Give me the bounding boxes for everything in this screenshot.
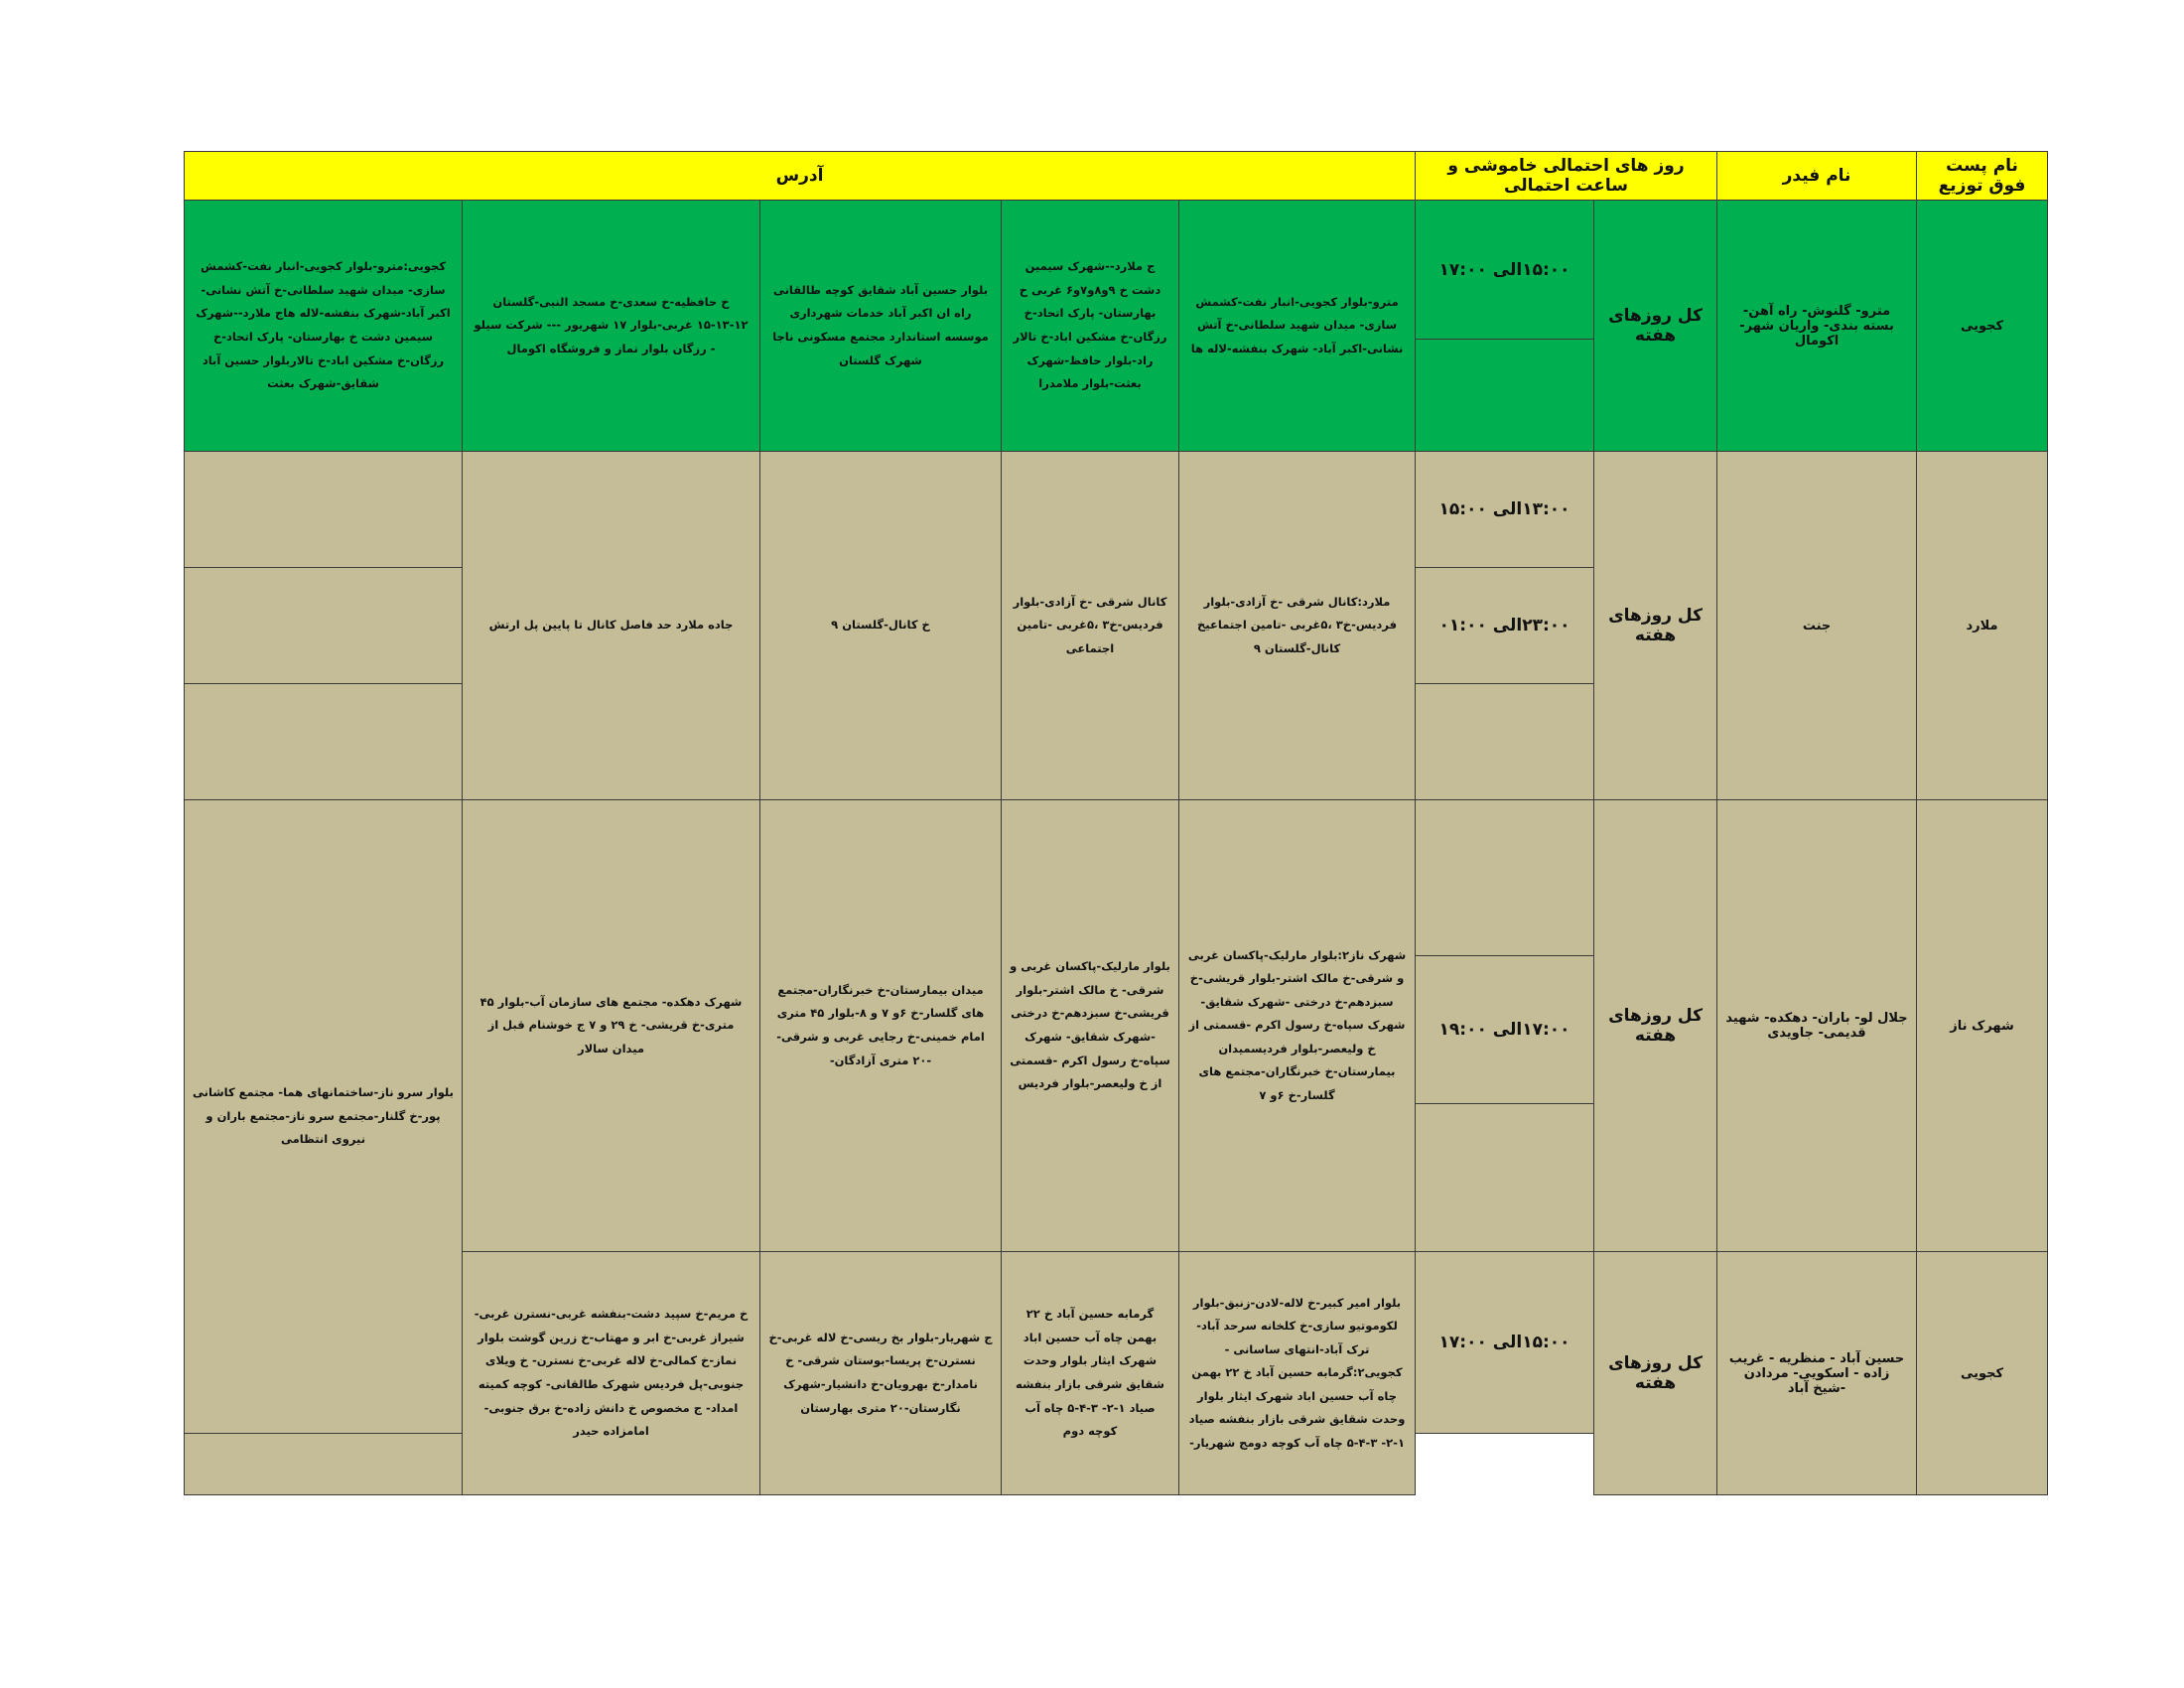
empty-address-cell [185,568,463,684]
address-cell: کانال شرقی -خ آزادی-بلوار فردیس-خ۳ ،۵غربی -تامین اجتماعی [1002,452,1179,800]
outage-schedule-table [184,151,2048,1495]
address-cell: شهرک دهکده- مجتمع های سازمان آب-بلوار ۴۵ متری-خ قریشی- خ ۲۹ و ۷ ج خوشنام قبل از میدان سالار [463,800,760,1252]
outage-time-cell: ۱۵:۰۰الی ۱۷:۰۰ [1416,1252,1594,1434]
header-address: آدرس [185,152,1416,201]
empty-time-cell [1416,684,1594,800]
address-cell: ملارد:کانال شرقی -خ آزادی-بلوار فردیس-خ۳ ،۵غربی -تامین اجتماعیخ کانال-گلستان ۹ [1179,452,1416,800]
outage-time-cell: ۱۵:۰۰الی ۱۷:۰۰ [1416,201,1594,340]
header-substation-name: نام پست فوق توزیع [1917,152,2048,201]
address-cell: بلوار مارلیک-پاکسان غربی و شرقی- خ مالک اشتر-بلوار قریشی-خ سبزدهم-خ درختی -شهرک شقایق- شهرک سپاه-خ رسول اکرم -قسمتی از خ ولیعصر-بلوار فردیس [1002,800,1179,1252]
empty-time-cell [185,1434,463,1495]
substation-cell: شهرک ناز [1917,800,2048,1252]
outage-time-cell: ۱۳:۰۰الی ۱۵:۰۰ [1416,452,1594,568]
address-cell: خ کانال-گلستان ۹ [760,452,1002,800]
empty-address-cell [185,684,463,800]
header-feeder-name: نام فیدر [1717,152,1917,201]
address-cell: ج شهریار-بلوار بخ ریسی-خ لاله غربی-خ نسترن-خ پریسا-بوستان شرقی- خ نامدار-خ بهرویان-خ دانشیار-شهرک نگارستان-۲۰ متری بهارستان [760,1252,1002,1495]
empty-address-cell [185,452,463,568]
substation-cell: کجویی [1917,1252,2048,1495]
address-cell: خ مریم-خ سپید دشت-بنفشه غربی-نسترن غربی- شیراز غربی-خ ابر و مهتاب-خ زرین گوشت بلوار نماز-خ کمالی-خ لاله غربی-خ نسترن- خ ویلای جنوبی-پل فردیس شهرک طالقانی- کوچه کمیته امداد- ج مخصوص خ دانش زاده-خ برق جنوبی- امامزاده حیدر [463,1252,760,1495]
empty-time-cell [1416,800,1594,956]
substation-cell: کجویی [1917,201,2048,452]
empty-time-cell [1416,340,1594,452]
address-cell: بلوار سرو ناز-ساختمانهای هما- مجتمع کاشانی پور-خ گلنار-مجتمع سرو ناز-مجتمع باران و نیروی انتظامی [185,800,463,1434]
feeder-cell: حسین آباد - منظریه - غریب زاده - اسکویی- مردادن -شیخ آباد [1717,1252,1917,1495]
address-cell: خ حافظیه-خ سعدی-خ مسجد النبی-گلستان ۱۲-۱۳-۱۵ غربی-بلوار ۱۷ شهریور --- شرکت سیلو - رزگان بلوار نماز و فروشگاه اکومال [463,201,760,452]
address-cell: ج ملارد--شهرک سیمین دشت خ ۹و۸و۷و۶ غربی خ بهارستان- پارک اتحاد-خ رزگان-خ مشکین اباد-خ تالار راد-بلوار حافظ-شهرک بعثت-بلوار ملامدرا [1002,201,1179,452]
empty-time-cell [1416,1104,1594,1252]
address-cell: بلوار حسین آباد شقایق کوچه طالقانی راه ان اکبر آباد خدمات شهرداری موسسه استاندارد مجتمع مسکونی ناجا شهرک گلستان [760,201,1002,452]
substation-cell: ملارد [1917,452,2048,800]
outage-days-cell: کل روزهای هفته [1594,452,1717,800]
feeder-cell: مترو- گلنوش- راه آهن- بسته بندی- واریان شهر- اکومال [1717,201,1917,452]
address-cell: مترو-بلوار کجویی-انبار نفت-کشمش سازی- میدان شهید سلطانی-خ آتش نشانی-اکبر آباد- شهرک بنفشه-لاله ها [1179,201,1416,452]
outage-days-cell: کل روزهای هفته [1594,201,1717,452]
address-cell: میدان بیمارستان-خ خبرنگاران-مجتمع های گلسار-خ ۶و ۷ و ۸-بلوار ۴۵ متری امام خمینی-خ رجایی غربی و شرقی--۲۰ متری آزادگان- [760,800,1002,1252]
header-outage-days-time: روز های احتمالی خاموشی و ساعت احتمالی [1416,152,1717,201]
address-cell: جاده ملارد حد فاصل کانال تا پایین پل ارتش [463,452,760,800]
address-cell: گرمابه حسین آباد خ ۲۲ بهمن چاه آب حسین اباد شهرک ایثار بلوار وحدت شقایق شرقی بازار بنفشه صیاد ۱-۲- ۳-۴-۵ چاه آب کوچه دوم [1002,1252,1179,1495]
address-cell: بلوار امیر کبیر-خ لاله-لادن-زنبق-بلوار لکوموتیو سازی-خ کلخانه سرحد آباد-ترک آباد-انتهای ساسانی - کجویی۲:گرمابه حسین آباد خ ۲۲ بهمن چاه آب حسین اباد شهرک ایثار بلوار وحدت شقایق شرقی بازار بنفشه صیاد ۱-۲- ۳-۴-۵ چاه آب کوچه دومج شهریار- [1179,1252,1416,1495]
outage-days-cell: کل روزهای هفته [1594,1252,1717,1495]
feeder-cell: جنت [1717,452,1917,800]
outage-time-cell: ۱۷:۰۰الی ۱۹:۰۰ [1416,956,1594,1104]
address-cell: شهرک ناز۲:بلوار مارلیک-پاکسان غربی و شرقی-خ مالک اشتر-بلوار قریشی-خ سبزدهم-خ درختی -شهرک شقایق-شهرک سپاه-خ رسول اکرم -قسمتی از خ ولیعصر-بلوار فردیسمیدان بیمارستان-خ خبرنگاران-مجتمع های گلسار-خ ۶و ۷ [1179,800,1416,1252]
feeder-cell: جلال لو- باران- دهکده- شهید قدیمی- جاویدی [1717,800,1917,1252]
address-cell: کجویی:مترو-بلوار کجویی-انبار نفت-کشمش سازی- میدان شهید سلطانی-خ آتش نشانی-اکبر آباد-شهرک بنفشه-لاله هاج ملارد--شهرک سیمین دشت خ بهارستان- پارک اتحاد-خ رزگان-خ مشکین اباد-خ تالاربلوار حسین آباد شقایق-شهرک بعثت [185,201,463,452]
outage-days-cell: کل روزهای هفته [1594,800,1717,1252]
outage-time-cell: ۲۳:۰۰الی ۰۱:۰۰ [1416,568,1594,684]
